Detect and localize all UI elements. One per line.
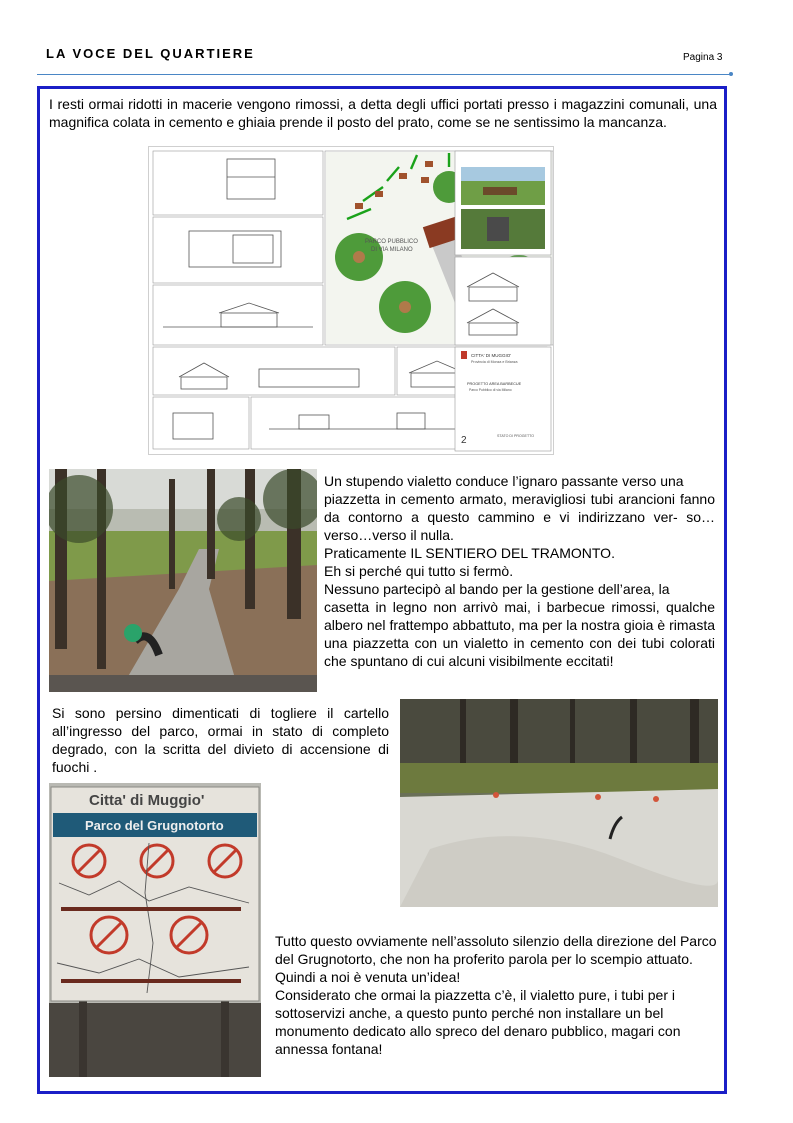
vialetto-line-4: Eh si perché qui tutto si fermò. (324, 563, 514, 579)
closing-line-3: Considerato che ormai la piazzetta c’è, il vialetto pure, i tubi per i sottoservizi anche, a questo punto perché non installare un bel monumento dedicato allo spreco del denaro pubblico, magari con annessa fontana! (275, 987, 681, 1057)
blueprint-park-label-1: PARCO PUBBLICO (365, 239, 418, 245)
sign-park: Parco del Grugnotorto (85, 818, 224, 833)
blueprint-province: Provincia di Monza e Brianza (471, 360, 518, 364)
blueprint-sheet-number: 2 (461, 435, 467, 446)
photo-vialetto (49, 469, 317, 692)
blueprint-park-label-2: DI VIA MILANO (371, 247, 413, 253)
header-rule-dot (729, 72, 733, 76)
page-number: Pagina 3 (683, 52, 723, 63)
vialetto-paragraph (324, 472, 715, 670)
header-rule (37, 74, 731, 75)
closing-line-2: Quindi a noi è venuta un’idea! (275, 969, 461, 985)
blueprint-state: STATO DI PROGETTO (497, 434, 535, 438)
photo-park-sign-image (49, 783, 261, 1077)
intro-paragraph: I resti ormai ridotti in macerie vengono rimossi, a detta degli uffici portati presso i magazzini comunali, una magnifica colata in cemento e ghiaia prende il posto del prato, come se ne sentissimo la mancanza. (49, 96, 717, 130)
vialetto-line-2: piazzetta in cemento armato, meravigliosi tubi arancioni fanno da contorno a questo cammino e vi indirizzano ver- so…verso…verso il nulla. (324, 491, 715, 543)
project-blueprint (148, 146, 554, 455)
photo-park-sign (49, 783, 261, 1077)
cartello-paragraph: Si sono persino dimenticati di togliere il cartello all’ingresso del parco, ormai in stato di completo degrado, con la scritta del divieto di accensione di fuochi . (52, 705, 389, 775)
blueprint-project-sub: Parco Pubblico di via Milano (469, 388, 512, 392)
vialetto-line-1: Un stupendo vialetto conduce l’ignaro passante verso una (324, 473, 684, 489)
closing-paragraph (275, 932, 719, 1058)
photo-piazzetta (400, 699, 718, 907)
masthead-title: LA VOCE DEL QUARTIERE (46, 46, 255, 61)
photo-piazzetta-image (400, 699, 718, 907)
vialetto-line-5: Nessuno partecipò al bando per la gestione dell’area, la (324, 581, 670, 597)
blueprint-titleblock (453, 147, 553, 454)
sign-city: Citta' di Muggio' (89, 792, 205, 809)
photo-vialetto-image (49, 469, 317, 692)
vialetto-line-6: casetta in legno non arrivò mai, i barbecue rimossi, qualche albero nel frattempo abbattuto, ma per la nostra gioia è rimasta una piazzetta con un vialetto in cemento con dei tubi colorati che spuntano di cui alcuni visibilmente eccitati! (324, 599, 715, 669)
blueprint-project-title: PROGETTO AREA BARBECUE (467, 382, 522, 386)
closing-line-1: Tutto questo ovviamente nell’assoluto silenzio della direzione del Parco del Grugnotorto, che non ha proferito parola per lo scempio attuato. (275, 933, 717, 967)
vialetto-line-3: Praticamente IL SENTIERO DEL TRAMONTO. (324, 545, 615, 561)
blueprint-city: CITTA' DI MUGGIO' (471, 353, 512, 358)
